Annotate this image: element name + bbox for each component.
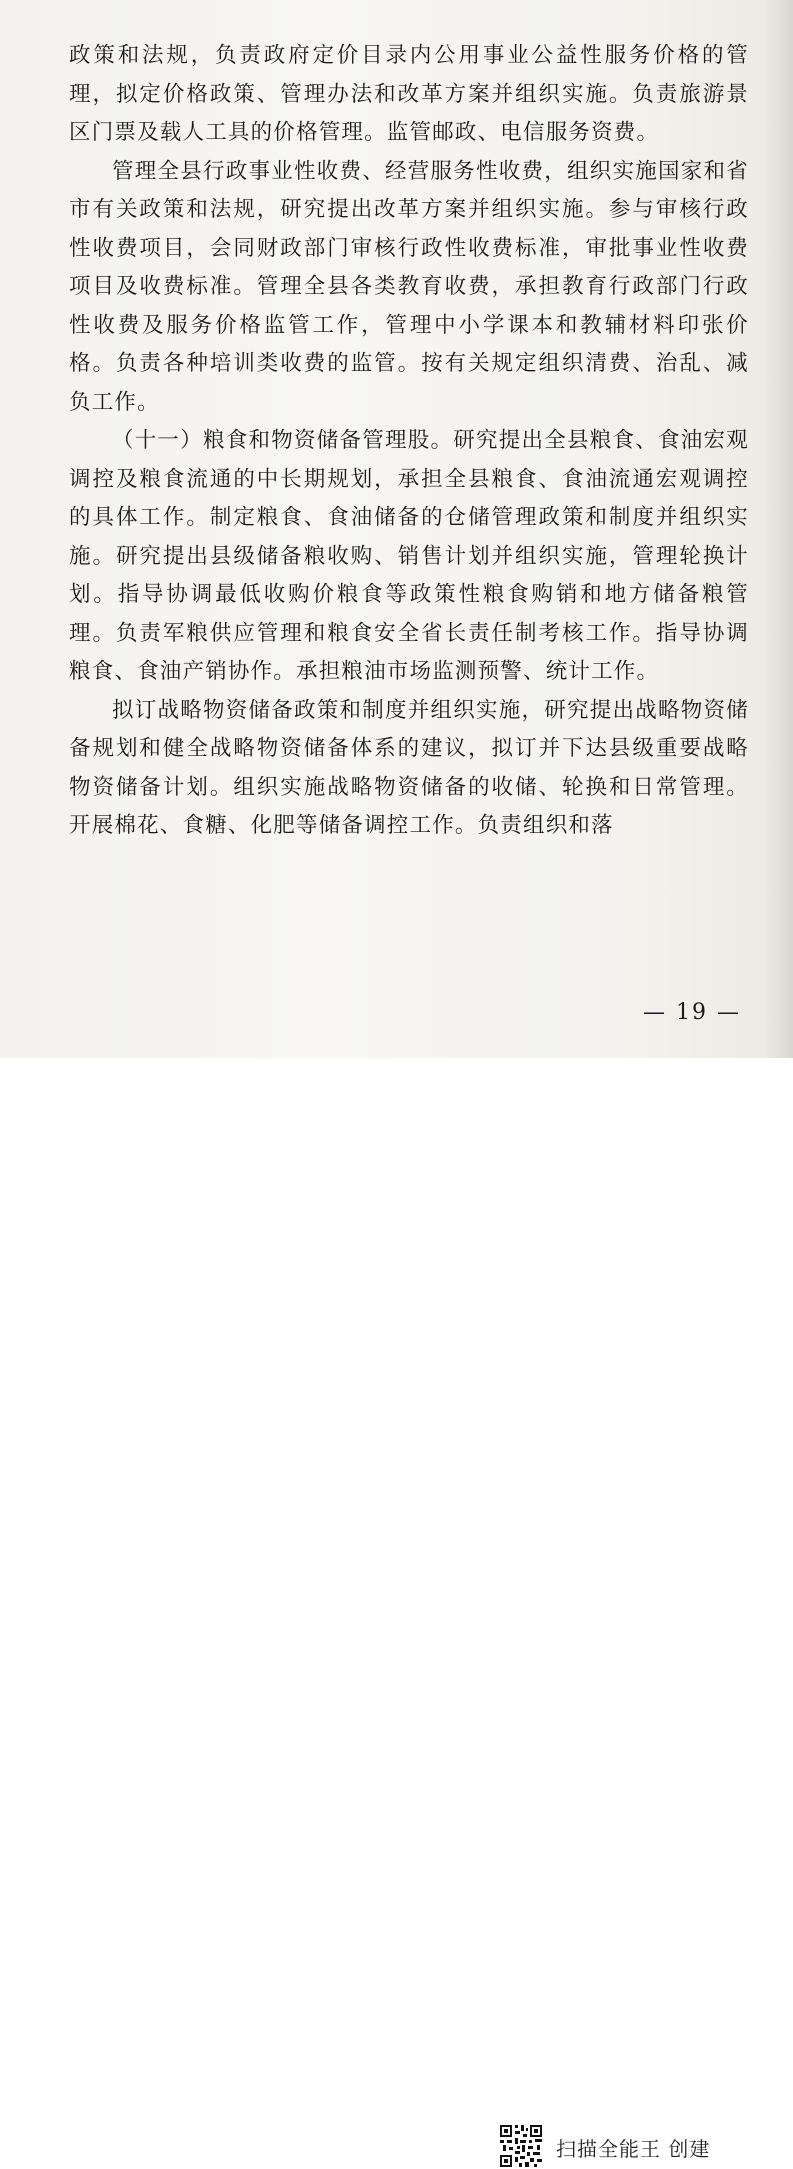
scanned-page [0, 0, 793, 1058]
paragraph-strategic-materials: 拟订战略物资储备政策和制度并组织实施，研究提出战略物资储备规划和健全战略物资储备体系的建议，拟订并下达县级重要战略物资储备计划。组织实施战略物资储备的收储、轮换和日常管理。开展棉花、食糖、化肥等储备调控工作。负责组织和落 [69, 697, 749, 838]
qr-code-icon [498, 2123, 544, 2169]
scanner-brand-label: 扫描全能王 创建 [556, 2137, 711, 2161]
paragraph-fees-management: 管理全县行政事业性收费、经营服务性收费，组织实施国家和省市有关政策和法规，研究提出改革方案并组织实施。参与审核行政性收费项目，会同财政部门审核行政性收费标准，审批事业性收费项目及收费标准。管理全县各类教育收费，承担教育行政部门行政性收费及服务价格监管工作，管理中小学课本和教辅材料印张价格。负责各种培训类收费的监管。按有关规定组织清费、治乱、减负工作。 [69, 158, 749, 415]
paragraph-continued: 政策和法规，负责政府定价目录内公用事业公益性服务价格的管理，拟定价格政策、管理办法和改革方案并组织实施。负责旅游景区门票及载人工具的价格管理。监管邮政、电信服务资费。 [69, 43, 749, 145]
page-number: — 19 — [643, 1000, 741, 1025]
scanner-watermark-footer [0, 1058, 793, 2161]
document-body [69, 37, 749, 846]
paragraph-grain-reserve-section: （十一）粮食和物资储备管理股。研究提出全县粮食、食油宏观调控及粮食流通的中长期规划，承担全县粮食、食油流通宏观调控的具体工作。制定粮食、食油储备的仓储管理政策和制度并组织实施。研究提出县级储备粮收购、销售计划并组织实施，管理轮换计划。指导协调最低收购价粮食等政策性粮食购销和地方储备粮管理。负责军粮供应管理和粮食安全省长责任制考核工作。指导协调粮食、食油产销协作。承担粮油市场监测预警、统计工作。 [69, 428, 749, 684]
